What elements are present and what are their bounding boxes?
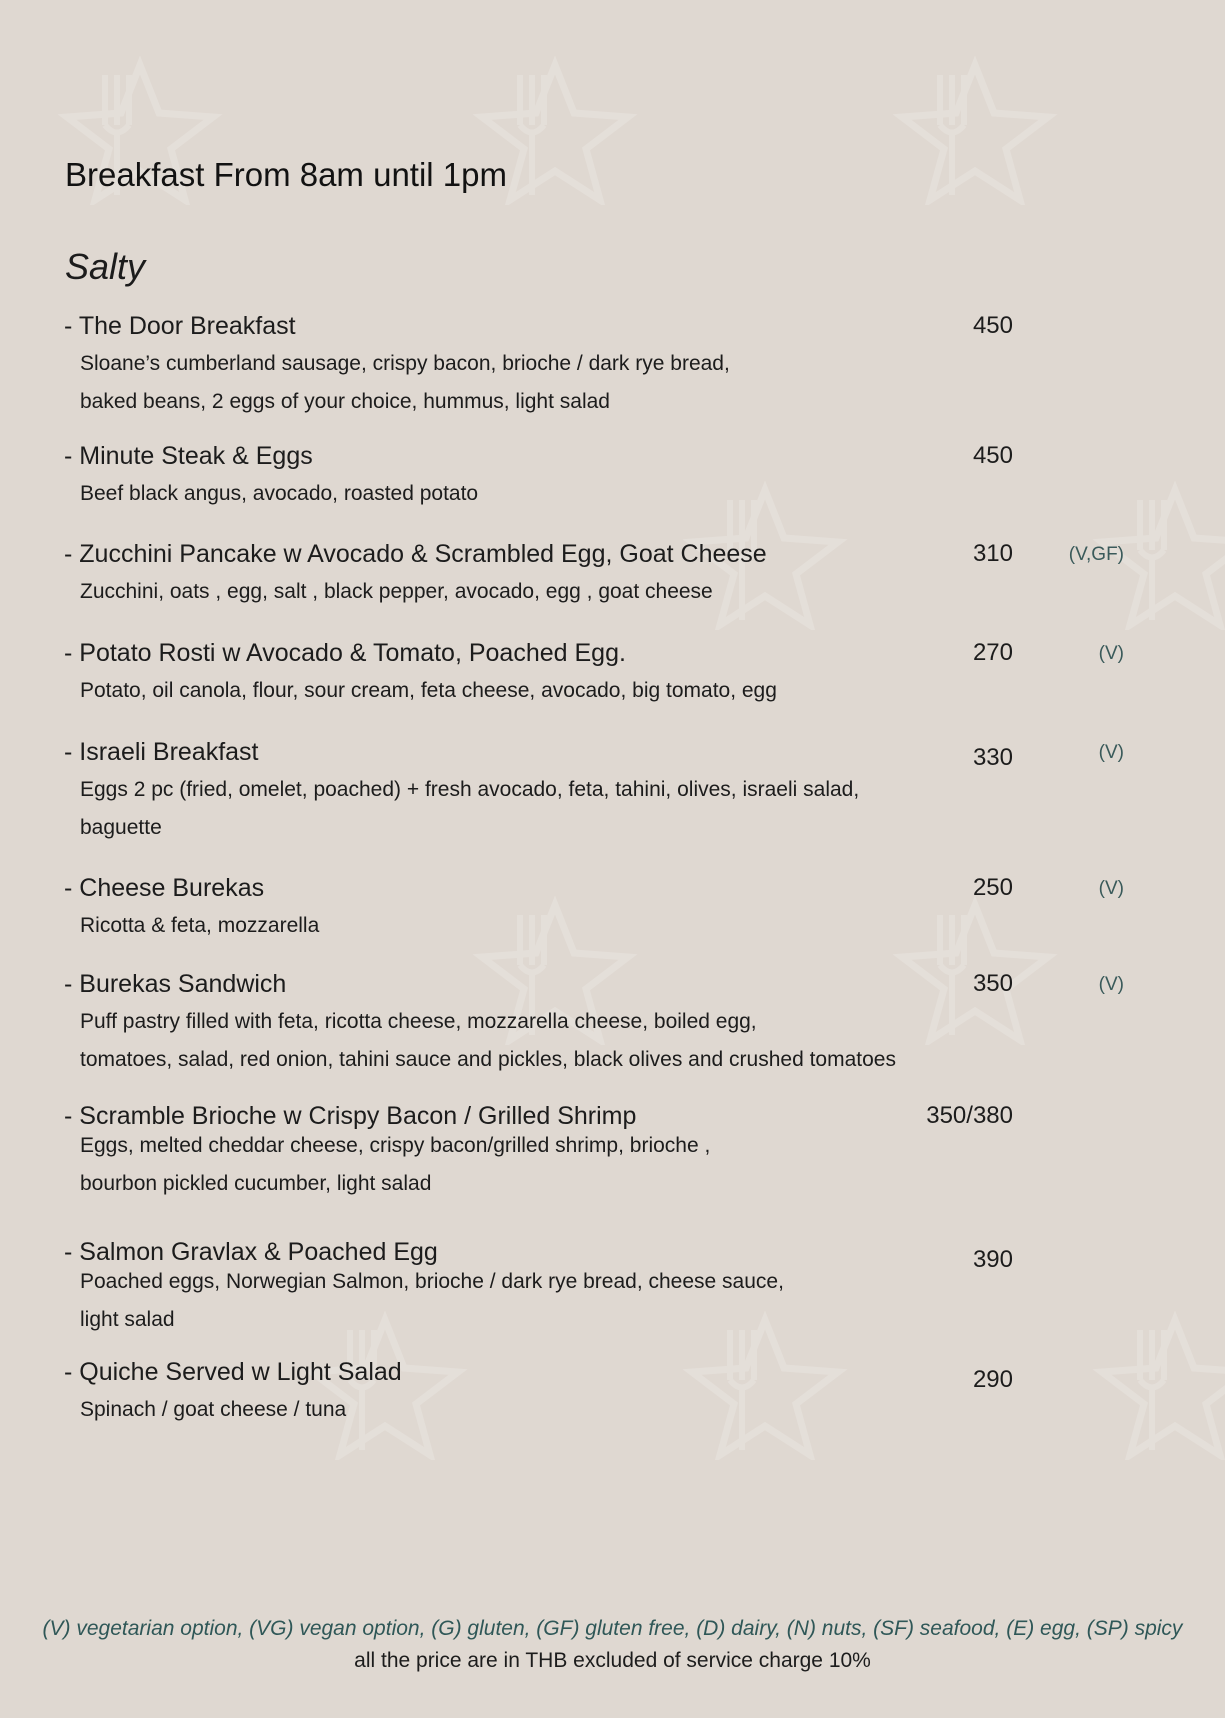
- item-price: 310: [972, 540, 1013, 567]
- item-diet-tag: (V): [1098, 878, 1124, 899]
- item-name: - Burekas Sandwich: [64, 970, 287, 998]
- item-name: - The Door Breakfast: [64, 312, 296, 340]
- item-description: Potato, oil canola, flour, sour cream, feta cheese, avocado, big tomato, egg: [80, 679, 777, 702]
- item-name: - Salmon Gravlax & Poached Egg: [64, 1238, 438, 1266]
- item-price: 390: [972, 1246, 1013, 1273]
- item-description: Poached eggs, Norwegian Salmon, brioche / dark rye bread, cheese sauce,: [80, 1270, 784, 1293]
- item-description: Spinach / goat cheese / tuna: [80, 1398, 347, 1421]
- item-name: - Zucchini Pancake w Avocado & Scrambled Egg, Goat Cheese: [64, 540, 767, 568]
- menu-heading: Breakfast From 8am until 1pm: [65, 156, 507, 193]
- item-price: 330: [972, 744, 1013, 771]
- item-price: 450: [972, 442, 1013, 469]
- item-name: - Cheese Burekas: [64, 874, 265, 902]
- item-diet-tag: (V): [1098, 643, 1124, 664]
- watermark-star-fork-icon: [1090, 1310, 1225, 1460]
- item-description: Eggs, melted cheddar cheese, crispy bacon/grilled shrimp, brioche ,: [80, 1134, 711, 1157]
- watermark-star-fork-icon: [680, 1310, 850, 1460]
- watermark-star-fork-icon: [890, 55, 1060, 205]
- item-diet-tag: (V): [1098, 974, 1124, 995]
- item-description: tomatoes, salad, red onion, tahini sauce and pickles, black olives and crushed tomatoes: [80, 1048, 896, 1071]
- item-price: 270: [972, 639, 1013, 666]
- item-description: light salad: [80, 1308, 175, 1331]
- item-price: 350: [972, 970, 1013, 997]
- item-description: bourbon pickled cucumber, light salad: [80, 1172, 432, 1195]
- item-price: 450: [972, 312, 1013, 339]
- diet-legend: (V) vegetarian option, (VG) vegan option, (G) gluten, (GF) gluten free, (D) dairy, (N) nuts, (SF) seafood, (E) egg, (SP) spicy: [42, 1617, 1183, 1640]
- price-note: all the price are in THB excluded of service charge 10%: [354, 1649, 871, 1672]
- item-name: - Scramble Brioche w Crispy Bacon / Grilled Shrimp: [64, 1102, 637, 1130]
- item-description: Ricotta & feta, mozzarella: [80, 914, 320, 937]
- item-name: - Israeli Breakfast: [64, 738, 259, 766]
- item-description: baked beans, 2 eggs of your choice, hummus, light salad: [80, 390, 610, 413]
- item-price: 290: [972, 1366, 1013, 1393]
- item-description: Puff pastry filled with feta, ricotta cheese, mozzarella cheese, boiled egg,: [80, 1010, 757, 1033]
- item-name: - Minute Steak & Eggs: [64, 442, 313, 470]
- item-description: Sloane’s cumberland sausage, crispy bacon, brioche / dark rye bread,: [80, 352, 730, 375]
- item-price: 350/380: [926, 1102, 1013, 1129]
- section-title: Salty: [65, 246, 146, 287]
- item-price: 250: [972, 874, 1013, 901]
- item-description: Eggs 2 pc (fried, omelet, poached) + fresh avocado, feta, tahini, olives, israeli salad,: [80, 778, 860, 801]
- item-diet-tag: (V): [1098, 742, 1124, 763]
- item-description: Zucchini, oats , egg, salt , black pepper, avocado, egg , goat cheese: [80, 580, 713, 603]
- item-diet-tag: (V,GF): [1068, 544, 1124, 565]
- item-name: - Quiche Served w Light Salad: [64, 1358, 402, 1386]
- item-description: Beef black angus, avocado, roasted potato: [80, 482, 479, 505]
- item-name: - Potato Rosti w Avocado & Tomato, Poached Egg.: [64, 639, 626, 667]
- item-description: baguette: [80, 816, 162, 839]
